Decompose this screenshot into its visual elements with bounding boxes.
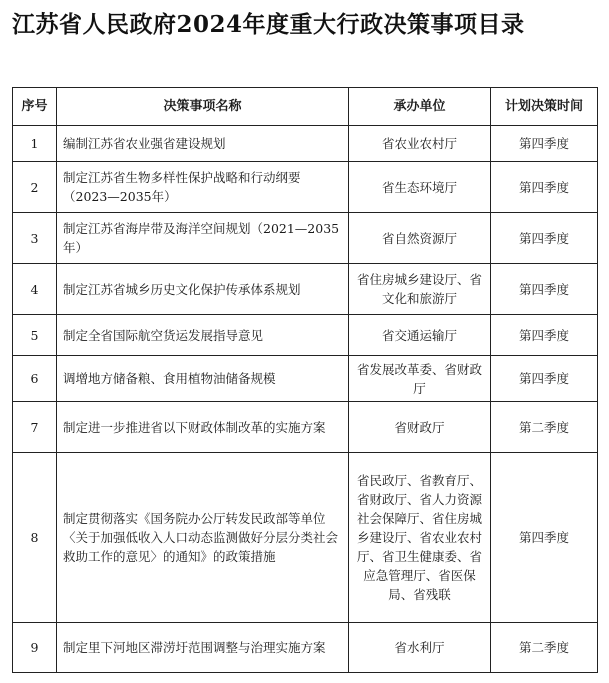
header-item-name: 决策事项名称 (57, 88, 349, 126)
header-number: 序号 (13, 88, 57, 126)
row-number: 2 (13, 162, 57, 213)
table-row (13, 623, 598, 673)
row-responsible-unit: 省自然资源厅 (349, 213, 491, 264)
row-number: 6 (13, 356, 57, 402)
row-number: 9 (13, 623, 57, 673)
row-planned-time: 第四季度 (491, 162, 598, 213)
row-responsible-unit: 省住房城乡建设厅、省文化和旅游厅 (349, 264, 491, 315)
row-item-name: 制定江苏省生物多样性保护战略和行动纲要（2023—2035年） (57, 162, 349, 213)
table-row (13, 402, 598, 453)
page-title: 江苏省人民政府2024年度重大行政决策事项目录 (12, 11, 525, 38)
row-item-name: 制定里下河地区滞涝圩范围调整与治理实施方案 (57, 623, 349, 673)
row-planned-time: 第四季度 (491, 315, 598, 356)
row-responsible-unit: 省交通运输厅 (349, 315, 491, 356)
row-number: 4 (13, 264, 57, 315)
header-responsible-unit: 承办单位 (349, 88, 491, 126)
table-row (13, 162, 598, 213)
row-responsible-unit: 省发展改革委、省财政厅 (349, 356, 491, 402)
row-number: 5 (13, 315, 57, 356)
row-responsible-unit: 省农业农村厅 (349, 126, 491, 162)
row-responsible-unit: 省民政厅、省教育厅、省财政厅、省人力资源社会保障厅、省住房城乡建设厅、省农业农村厅、省卫生健康委、省应急管理厅、省医保局、省残联 (349, 453, 491, 623)
row-item-name: 制定江苏省城乡历史文化保护传承体系规划 (57, 264, 349, 315)
table-row (13, 453, 598, 623)
row-number: 1 (13, 126, 57, 162)
table-header-row (13, 88, 598, 126)
table-row (13, 315, 598, 356)
row-planned-time: 第四季度 (491, 453, 598, 623)
table-row (13, 356, 598, 402)
row-planned-time: 第四季度 (491, 264, 598, 315)
row-responsible-unit: 省生态环境厅 (349, 162, 491, 213)
row-number: 3 (13, 213, 57, 264)
row-planned-time: 第二季度 (491, 402, 598, 453)
header-planned-time: 计划决策时间 (491, 88, 598, 126)
row-planned-time: 第四季度 (491, 213, 598, 264)
table-row (13, 126, 598, 162)
row-item-name: 制定进一步推进省以下财政体制改革的实施方案 (57, 402, 349, 453)
row-item-name: 编制江苏省农业强省建设规划 (57, 126, 349, 162)
row-planned-time: 第四季度 (491, 356, 598, 402)
row-planned-time: 第二季度 (491, 623, 598, 673)
table-row (13, 213, 598, 264)
table-row (13, 264, 598, 315)
row-item-name: 制定江苏省海岸带及海洋空间规划（2021—2035年） (57, 213, 349, 264)
row-responsible-unit: 省水利厅 (349, 623, 491, 673)
row-number: 8 (13, 453, 57, 623)
row-item-name: 制定全省国际航空货运发展指导意见 (57, 315, 349, 356)
row-planned-time: 第四季度 (491, 126, 598, 162)
row-item-name: 调增地方储备粮、食用植物油储备规模 (57, 356, 349, 402)
row-number: 7 (13, 402, 57, 453)
row-responsible-unit: 省财政厅 (349, 402, 491, 453)
decision-items-table (12, 87, 598, 673)
row-item-name: 制定贯彻落实《国务院办公厅转发民政部等单位〈关于加强低收入人口动态监测做好分层分类社会救助工作的意见〉的通知》的政策措施 (57, 453, 349, 623)
